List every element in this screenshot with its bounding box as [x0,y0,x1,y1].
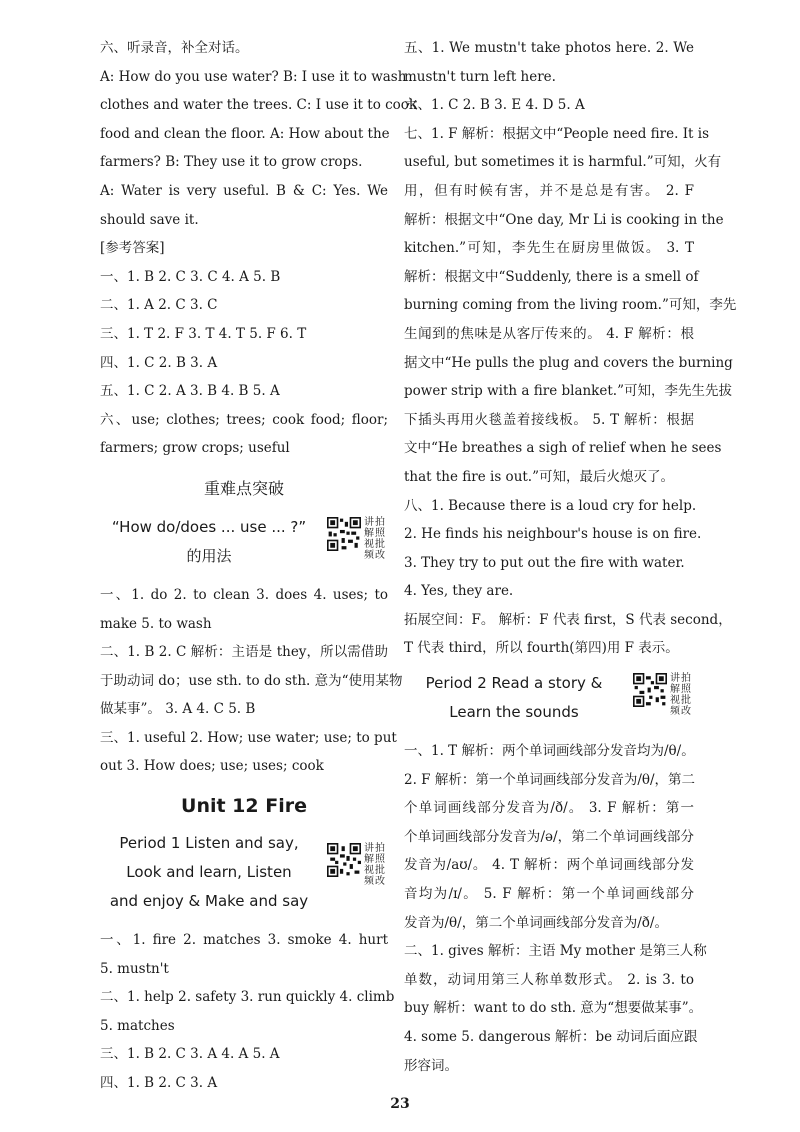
period1-title-line: and enjoy & Make and say [109,892,309,911]
qr-code-icon[interactable] [327,517,361,551]
text-line: 六、听录音，补全对话。 [100,40,249,56]
period2-title-line: Learn the sounds [449,703,579,722]
text-line: mustn't turn left here. [404,68,556,85]
text-line: 解析：根据文中“One day, Mr Li is cooking in the [404,211,724,228]
text-line: 二、1. A 2. C 3. C [100,297,218,314]
page-number: 23 [390,1096,410,1112]
text-line: T 代表 third，所以 fourth(第四)用 F 表示。 [404,640,679,657]
text-line: 音均为/ɪ/。 5. F 解析：第一个单词画线部分 [404,886,694,903]
text-line: 二、1. help 2. safety 3. run quickly 4. climb [100,989,395,1006]
text-line: clothes and water the trees. C: I use it to cook [100,97,418,114]
text-line: 个单词画线部分发音为/ə/，第二个单词画线部分 [404,828,694,845]
text-line: 用，但有时候有害，并不是总是有害。 2. F [404,182,694,199]
right-column [404,34,737,1080]
text-line: farmers; grow crops; useful [100,440,290,457]
text-line: 一、1. do 2. to clean 3. does 4. uses; to [100,586,388,603]
text-line: 八、1. Because there is a loud cry for help. [404,497,697,514]
text-line: 3. They try to put out the fire with water. [404,554,685,571]
text-line: 做某事”。 3. A 4. C 5. B [100,701,256,718]
text-line: 二、1. B 2. C 解析：主语是 they，所以需借助 [100,644,388,661]
text-line: 发音为/aʊ/。 4. T 解析：两个单词画线部分发 [404,857,694,874]
left-column [100,34,418,1098]
period1-block [100,829,388,916]
text-line: 三、1. T 2. F 3. T 4. T 5. F 6. T [100,325,307,342]
qr-label: 讲拍解照视批频改 [364,516,386,561]
dialogue-section [100,34,418,234]
text-line: 一、1. B 2. C 3. C 4. A 5. B [100,268,281,285]
period1-title-line: Look and learn, Listen [126,863,292,882]
text-line: 发音为/θ/，第二个单词画线部分发音为/ð/。 [404,914,668,931]
text-line: burning coming from the living room.”可知，李先 [404,297,737,314]
period2-answers [404,737,707,1080]
focus-answers [100,581,403,781]
qr-group [633,673,694,717]
period1-title-line: Period 1 Listen and say, [119,834,299,853]
text-line: 解析：根据文中“Suddenly, there is a smell of [404,268,699,285]
text-line: 一、1. fire 2. matches 3. smoke 4. hurt [100,932,388,949]
text-line: power strip with a fire blanket.”可知，李先生先拔 [404,383,732,400]
text-line: 2. He finds his neighbour's house is on fire. [404,526,702,543]
text-line: 于助动词 do；use sth. to do sth. 意为“使用某物 [100,672,403,689]
text-line: 三、1. useful 2. How; use water; use; to put [100,729,397,746]
text-line: 2. F 解析：第一个单词画线部分发音为/θ/，第二 [404,771,696,788]
text-line: 五、1. C 2. A 3. B 4. B 5. A [100,383,280,400]
text-line: that the fire is out.”可知，最后火熄灭了。 [404,468,674,485]
period1-answers [100,926,395,1098]
text-line: 四、1. C 2. B 3. A [100,354,218,371]
period2-title-line: Period 2 Read a story & [425,674,603,693]
qr-code-icon[interactable] [633,673,667,707]
section-heading-focus: 重难点突破 [203,478,284,498]
qr-label: 讲拍解照视批频改 [670,673,692,718]
text-line: 形容词。 [404,1057,458,1074]
usage-title-line: 的用法 [186,546,232,565]
text-line: 一、1. T 解析：两个单词画线部分发音均为/θ/。 [404,743,695,760]
text-line: food and clean the floor. A: How about the [100,125,390,142]
text-line: 拓展空间：F。 解析：F 代表 first，S 代表 second， [404,611,732,628]
text-line: 三、1. B 2. C 3. A 4. A 5. A [100,1046,280,1063]
text-line: 4. some 5. dangerous 解析：be 动词后面应跟 [404,1029,698,1045]
text-line: 四、1. B 2. C 3. A [100,1075,218,1092]
period2-block [404,669,694,727]
text-line: 下插头再用火毯盖着接线板。 5. T 解析：根据 [404,411,694,428]
usage-block [100,513,388,571]
text-line: should save it. [100,211,199,228]
text-line: 二、1. gives 解析：主语 My mother 是第三人称 [404,943,707,960]
text-line: 五、1. We mustn't take photos here. 2. We [404,40,694,56]
text-line: 个单词画线部分发音为/ð/。 3. F 解析：第一 [404,800,694,817]
qr-label: 讲拍解照视批频改 [364,843,386,888]
text-line: kitchen.”可知，李先生在厨房里做饭。 3. T [404,240,694,257]
text-line: 据文中“He pulls the plug and covers the burning [404,354,733,371]
text-line: 生闻到的焦味是从客厅传来的。 4. F 解析：根 [404,325,694,342]
text-line: 六、1. C 2. B 3. E 4. D 5. A [404,97,585,114]
text-line: 5. matches [100,1017,175,1034]
answers-title: [参考答案] [100,240,165,257]
text-line: A: Water is very useful. B & C: Yes. We [100,182,388,199]
qr-group [327,843,388,887]
reading-answers [404,34,737,663]
text-line: 5. mustn't [100,960,169,977]
text-line: 单数，动词用第三人称单数形式。 2. is 3. to [404,971,694,988]
text-line: make 5. to wash [100,615,212,632]
text-line: farmers? B: They use it to grow crops. [100,154,363,171]
qr-code-icon[interactable] [327,843,361,877]
unit-title: Unit 12 Fire [181,795,307,818]
qr-group [327,517,388,561]
text-line: useful, but sometimes it is harmful.”可知，火有 [404,154,722,171]
text-line: 六、use; clothes; trees; cook food; floor; [100,411,388,428]
text-line: 七、1. F 解析：根据文中“People need fire. It is [404,125,709,142]
text-line: 4. Yes, they are. [404,583,514,600]
text-line: out 3. How does; use; uses; cook [100,758,324,775]
usage-title-line: “How do/does ... use ... ?” [111,517,307,536]
text-line: A: How do you use water? B: I use it to wash [100,68,407,85]
answers-section [100,263,388,463]
text-line: 文中“He breathes a sigh of relief when he sees [404,440,722,457]
text-line: buy 解析：want to do sth. 意为“想要做某事”。 [404,1000,703,1017]
